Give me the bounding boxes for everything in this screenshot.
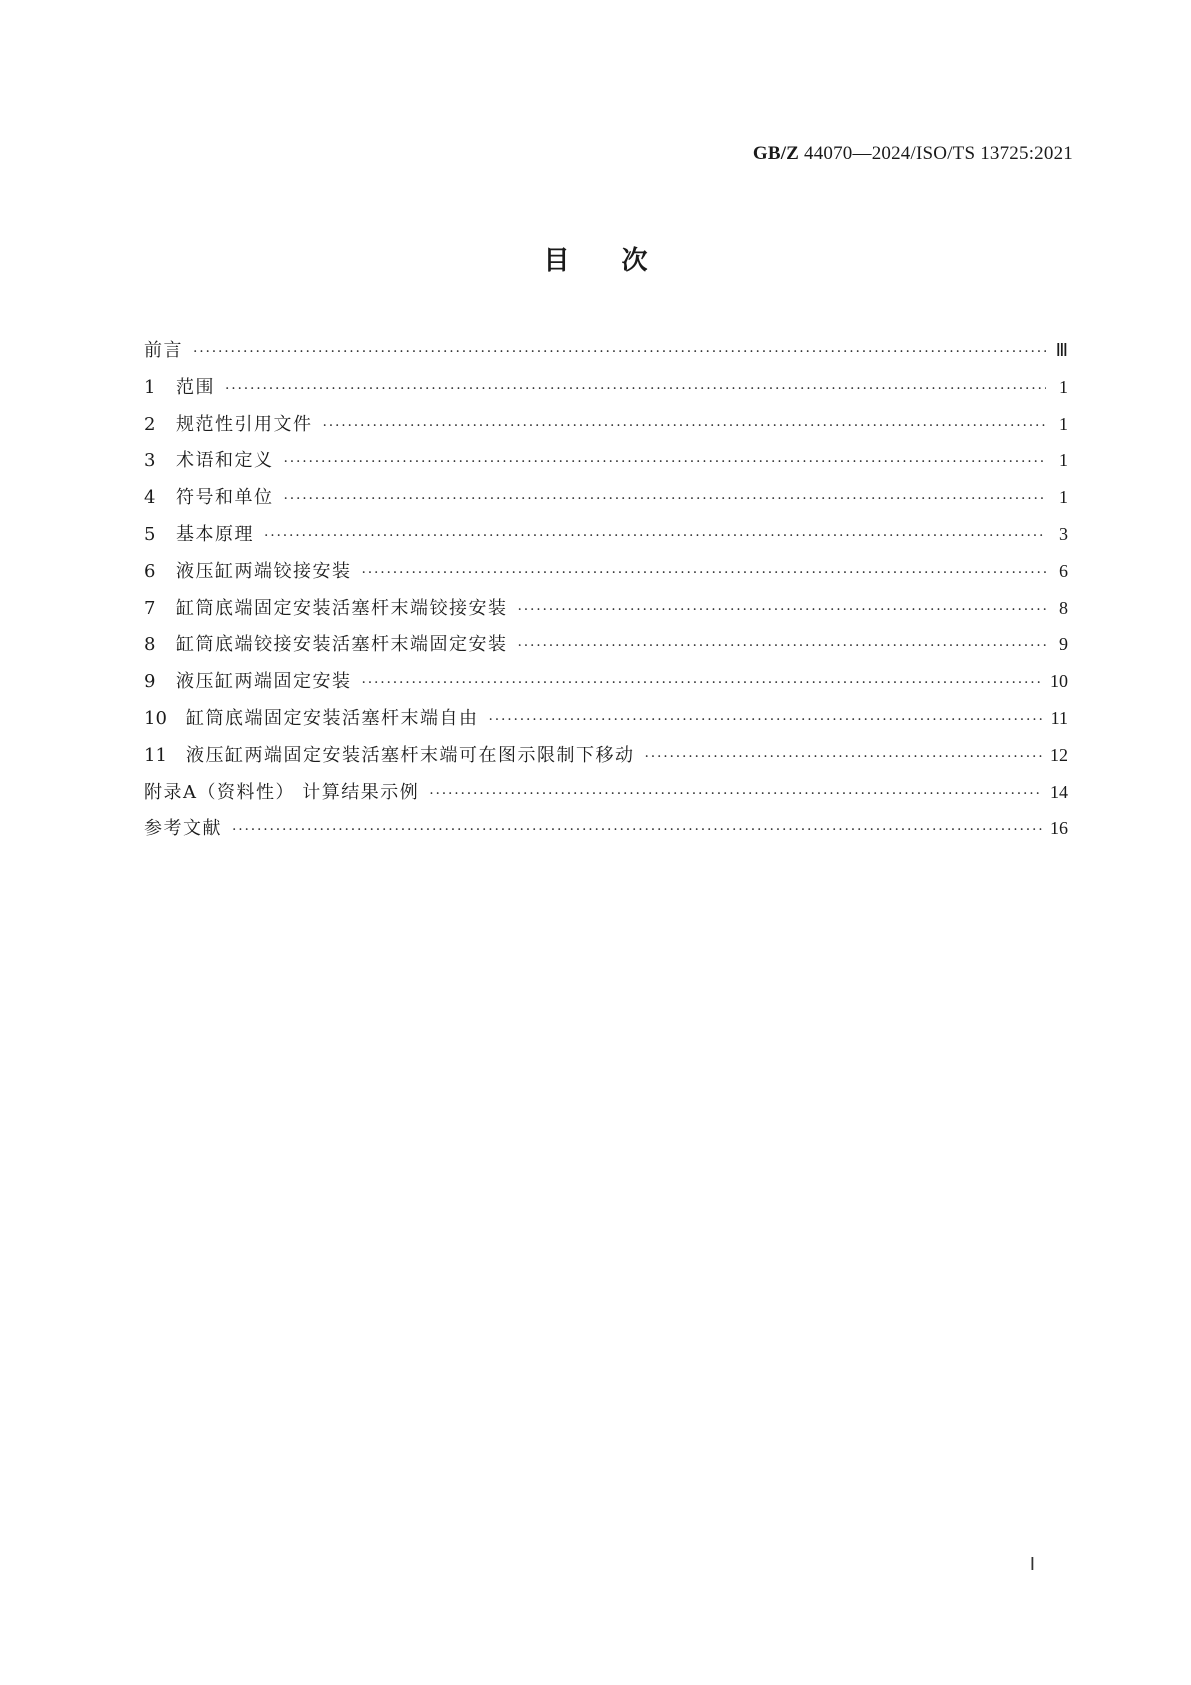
toc-entry-label: 液压缸两端固定安装活塞杆末端可在图示限制下移动 [186,744,635,766]
toc-leader-dots [225,377,1046,401]
toc-entry-label: 液压缸两端铰接安装 [176,560,352,582]
toc-entry-5[interactable] [144,522,1068,559]
toc-entry-page: Ⅲ [1055,340,1068,360]
toc-entry-page: 14 [1050,781,1068,802]
standard-code-prefix: GB/Z [752,143,800,164]
toc-entry-label: 范围 [176,376,215,398]
toc-entry-page: 8 [1059,597,1068,618]
toc-entry-label: 缸筒底端铰接安装活塞杆末端固定安装 [176,634,508,656]
toc-leader-dots [264,524,1046,548]
toc-entry-label: 液压缸两端固定安装 [176,671,352,693]
toc-leader-dots [645,745,1043,769]
toc-leader-dots [232,818,1042,842]
toc-entry-page: 10 [1050,671,1068,692]
toc-entry-10[interactable] [144,706,1068,743]
toc-entry-11[interactable] [144,743,1068,780]
toc-entry-label: 规范性引用文件 [176,413,313,435]
toc-entry-page: 6 [1059,560,1068,581]
toc-leader-dots [362,561,1047,585]
toc-entry-number: 10 [144,707,167,729]
toc-entry-3[interactable] [144,448,1068,485]
toc-entry-annex-a[interactable] [144,780,1068,817]
table-of-contents [144,338,1068,853]
standard-code [753,142,1073,166]
toc-entry-page: 9 [1059,634,1068,655]
toc-entry-number: 7 [144,597,156,619]
toc-entry-7[interactable] [144,596,1068,633]
toc-entry-9[interactable] [144,669,1068,706]
toc-entry-page: 1 [1059,413,1068,434]
toc-entry-label: 基本原理 [176,523,254,545]
toc-entry-number: 9 [144,671,156,693]
toc-entry-page: 16 [1050,818,1068,839]
toc-entry-page: 1 [1059,376,1068,397]
toc-entry-page: 11 [1050,707,1068,728]
toc-entry-label: 缸筒底端固定安装活塞杆末端铰接安装 [176,597,508,619]
toc-entry-bibliography[interactable] [144,816,1068,853]
toc-entry-number: 5 [144,523,156,545]
toc-entry-page: 1 [1059,487,1068,508]
toc-entry-number: 4 [144,487,156,509]
toc-entry-label: 前言 [144,340,183,361]
toc-entry-1[interactable] [144,375,1068,412]
toc-entry-2[interactable] [144,412,1068,449]
toc-entry-number: 8 [144,634,156,656]
toc-leader-dots [193,340,1046,364]
toc-leader-dots [284,450,1047,474]
toc-entry-8[interactable] [144,632,1068,669]
toc-entry-number: 11 [144,744,167,766]
toc-entry-number: 3 [144,450,156,472]
toc-leader-dots [429,782,1042,806]
standard-code-number: 44070—2024/ISO/TS 13725:2021 [799,143,1073,164]
toc-leader-dots [518,598,1047,622]
toc-entry-number: 1 [144,376,156,398]
toc-entry-number: 6 [144,560,156,582]
toc-leader-dots [284,487,1047,511]
toc-entry-page: 1 [1059,450,1068,471]
toc-entry-label: 术语和定义 [176,450,274,472]
toc-entry-6[interactable] [144,559,1068,596]
toc-leader-dots [518,634,1047,658]
toc-entry-4[interactable] [144,485,1068,522]
toc-entry-number: 2 [144,413,156,435]
toc-leader-dots [362,671,1043,695]
toc-entry-page: 12 [1050,744,1068,765]
page-number: Ⅰ [1029,1554,1035,1574]
toc-entry-page: 3 [1059,523,1068,544]
toc-entry-label: 缸筒底端固定安装活塞杆末端自由 [186,707,479,729]
toc-entry-label: 参考文献 [144,818,222,840]
toc-entry-label: 符号和单位 [176,487,274,509]
page-title: 目次 [543,246,700,276]
toc-entry-label: 附录A（资料性） 计算结果示例 [144,781,420,803]
toc-entry-foreword[interactable] [144,338,1068,375]
toc-leader-dots [489,708,1043,732]
toc-leader-dots [323,414,1047,438]
